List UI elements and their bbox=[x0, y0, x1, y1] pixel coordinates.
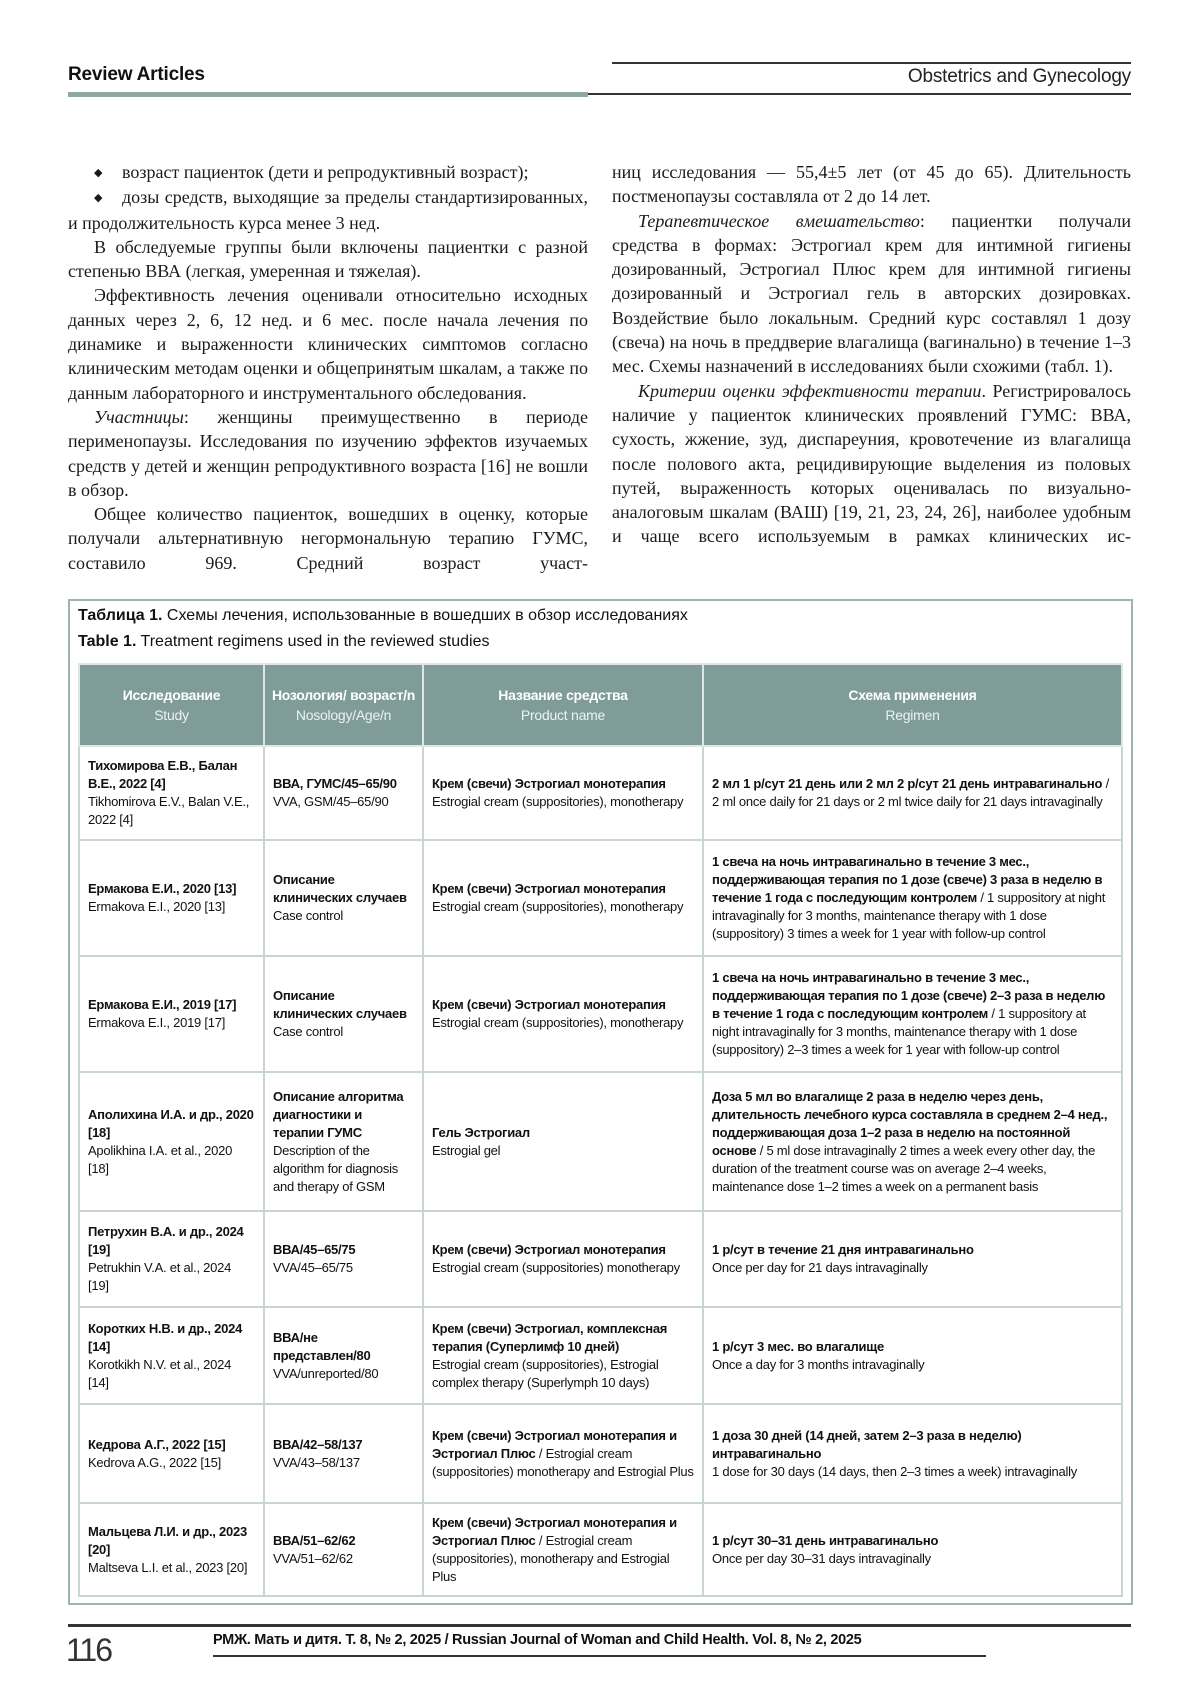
cell-text-ru: ВВА/не представлен/80 bbox=[273, 1329, 371, 1363]
cell-study bbox=[79, 746, 264, 840]
cell-text-ru: Ермакова Е.И., 2019 [17] bbox=[88, 997, 237, 1012]
bullet-icon: ◆ bbox=[94, 167, 103, 179]
table-row bbox=[79, 1211, 1122, 1307]
cell-text-en: Once a day for 3 months intravaginally bbox=[712, 1356, 925, 1372]
column-header-ru: Название средства bbox=[498, 687, 628, 703]
paragraph: Эффективность лечения оценивали относительно исходных данных через 2, 6, 12 нед. и 6 мес. после начала лечения по динамике и выраженности клинических симптомов согласно клиническим методам оценки и общепринятым шкалам, а также по данным лабораторного и инструментального обследования. bbox=[68, 285, 588, 403]
cell-product bbox=[423, 1211, 703, 1307]
cell-regimen: 1 свеча на ночь интравагинально в течение 3 мес., поддерживающая терапия по 1 дозе (свече) 3 раза в неделю в течение 1 года с последующим контролем / 1 suppository at night intravaginally for 3 months, maintenance therapy with 1 dose (suppository) 3 times a week for 1 year with follow-up control bbox=[703, 840, 1122, 956]
table-row bbox=[79, 1503, 1122, 1596]
cell-text-ru: Описание клинических случаев bbox=[273, 988, 407, 1021]
section-label: Review Articles bbox=[68, 64, 205, 85]
column-header-ru: Исследование bbox=[122, 687, 221, 703]
bullet-item bbox=[68, 185, 588, 235]
cell-regimen bbox=[703, 1503, 1122, 1596]
cell-text-ru: 1 свеча на ночь интравагинально в течение 3 мес., поддерживающая терапия по 1 дозе (свече) 2–3 раза в неделю в течение 1 года с последующим контролем bbox=[712, 970, 1106, 1021]
cell-text-en: Estrogial cream (suppositories), monotherapy bbox=[432, 1015, 684, 1030]
cell-product bbox=[423, 1072, 703, 1211]
cell-regimen: 1 свеча на ночь интравагинально в течение 3 мес., поддерживающая терапия по 1 дозе (свече) 2–3 раза в неделю в течение 1 года с последующим контролем / 1 suppository at night intravaginally for 3 months, maintenance therapy with 1 dose (suppository) 2–3 times a week for 1 year with follow-up control bbox=[703, 956, 1122, 1072]
cell-study bbox=[79, 1307, 264, 1404]
cell-text-en: 2 ml once daily for 21 days or 2 ml twice daily for 21 days intravaginally bbox=[712, 794, 1103, 809]
cell-regimen bbox=[703, 1404, 1122, 1503]
cell-text-ru: ВВА/45–65/75 bbox=[273, 1242, 356, 1257]
paragraph-text: : женщины преимущественно в периоде перименопаузы. Исследования по изучению эффектов изучаемых средств у детей и женщин репродуктивного возраста [16] не вошли в обзор. bbox=[68, 406, 588, 500]
cell-text-en: Case control bbox=[273, 908, 343, 923]
cell-text-en: 1 suppository at night intravaginally for 3 months, maintenance therapy with 1 dose (suppository) 3 times a week for 1 year with follow-up control bbox=[712, 890, 1106, 941]
column-header-regimen bbox=[703, 664, 1122, 746]
page-number: 116 bbox=[66, 1632, 112, 1668]
cell-text-en: Estrogial cream (suppositories), monotherapy bbox=[432, 794, 684, 809]
cell-product bbox=[423, 1307, 703, 1404]
cell-text-en: 1 suppository at night intravaginally for 3 months, maintenance therapy with 1 dose (suppository) 2–3 times a week for 1 year with follow-up control bbox=[712, 1006, 1086, 1057]
table-caption-en bbox=[78, 633, 489, 651]
cell-product: Крем (свечи) Эстрогиал монотерапия и Эстрогиал Плюс / Estrogial cream (suppositories) monotherapy and Estrogial Plus bbox=[423, 1404, 703, 1503]
cell-text-en: Estrogial cream (suppositories), monotherapy bbox=[432, 899, 684, 914]
caption-label: Table 1. bbox=[78, 633, 137, 650]
cell-product: Крем (свечи) Эстрогиал монотерапия и Эстрогиал Плюс / Estrogial cream (suppositories), monotherapy and Estrogial Plus bbox=[423, 1503, 703, 1596]
cell-text-en: VVA/45–65/75 bbox=[273, 1260, 353, 1275]
paragraph-text: . Регистрировалось наличие у пациенток клинических проявлений ГУМС: ВВА, сухость, жжение, зуд, диспареуния, кровотечение из влагалища после полового акта, рецидивирующие выделения из половых путей, выраженность которых оценивалась по визуально-аналоговым шкалам (ВАШ) [19, 21, 23, 24, 26], наиболее удобным и чаще всего используемым в рамках клинических ис- bbox=[612, 380, 1131, 547]
footer-divider bbox=[68, 1624, 1131, 1627]
cell-text-ru: Описание алгоритма диагностики и терапии ГУМС bbox=[273, 1088, 404, 1140]
cell-text-ru: 1 доза 30 дней (14 дней, затем 2–3 раза в неделю) интравагинально bbox=[712, 1427, 1022, 1461]
cell-text-ru: Крем (свечи) Эстрогиал, комплексная терапия (Суперлимф 10 дней) bbox=[432, 1320, 668, 1354]
cell-text-en: VVA, GSM/45–65/90 bbox=[273, 794, 389, 809]
cell-text-en: VVA/51–62/62 bbox=[273, 1550, 353, 1566]
left-text-column bbox=[68, 160, 588, 575]
cell-text-ru: Крем (свечи) Эстрогиал монотерапия bbox=[432, 776, 666, 791]
cell-text-en: Apolikhina I.A. et al., 2020 [18] bbox=[88, 1142, 233, 1176]
table-row bbox=[79, 1404, 1122, 1503]
cell-text-en: Ermakova E.I., 2020 [13] bbox=[88, 899, 226, 914]
cell-regimen bbox=[703, 1307, 1122, 1404]
column-header-nosology bbox=[264, 664, 423, 746]
bullet-text: возраст пациенток (дети и репродуктивный возраст); bbox=[122, 162, 529, 182]
cell-text-ru: Доза 5 мл во влагалище 2 раза в неделю через день, длительность лечебного курса составляла в среднем 2–4 нед., поддерживающая доза 1–2 раза в неделю на постоянной основе bbox=[712, 1088, 1108, 1158]
cell-text-en: Ermakova E.I., 2019 [17] bbox=[88, 1015, 226, 1030]
cell-text-en: Kedrova A.G., 2022 [15] bbox=[88, 1454, 222, 1470]
caption-text: Схемы лечения, использованные в вошедших в обзор исследованиях bbox=[162, 607, 688, 624]
table-row bbox=[79, 956, 1122, 1072]
cell-text-ru: Крем (свечи) Эстрогиал монотерапия bbox=[432, 881, 666, 896]
cell-text-ru: Коротких Н.В. и др., 2024 [14] bbox=[88, 1320, 243, 1354]
cell-nosology bbox=[264, 1503, 423, 1596]
cell-study bbox=[79, 1072, 264, 1211]
cell-text-en: Estrogial gel bbox=[432, 1142, 501, 1158]
cell-nosology bbox=[264, 840, 423, 956]
cell-text-en: Estrogial cream (suppositories) monotherapy and Estrogial Plus bbox=[432, 1445, 694, 1479]
cell-nosology bbox=[264, 1072, 423, 1211]
cell-text-ru: 1 р/сут в течение 21 дня интравагинально bbox=[712, 1242, 974, 1257]
cell-text-ru: 1 р/сут 3 мес. во влагалище bbox=[712, 1338, 884, 1354]
cell-text-ru: ВВА/51–62/62 bbox=[273, 1532, 356, 1548]
header-top-divider bbox=[612, 62, 1131, 64]
cell-study bbox=[79, 1404, 264, 1503]
cell-text-ru: 1 р/сут 30–31 день интравагинально bbox=[712, 1532, 939, 1548]
journal-section-label: Obstetrics and Gynecology bbox=[907, 66, 1131, 87]
cell-nosology bbox=[264, 1307, 423, 1404]
cell-text-en: Once per day for 21 days intravaginally bbox=[712, 1260, 928, 1275]
column-header-en: Product name bbox=[520, 707, 606, 723]
cell-study bbox=[79, 956, 264, 1072]
cell-text-ru: Мальцева Л.И. и др., 2023 [20] bbox=[88, 1523, 247, 1557]
cell-study bbox=[79, 1211, 264, 1307]
cell-text-en: Maltseva L.I. et al., 2023 [20] bbox=[88, 1559, 248, 1575]
cell-text-ru: Крем (свечи) Эстрогиал монотерапия и Эстрогиал Плюс bbox=[432, 1427, 677, 1461]
cell-nosology bbox=[264, 956, 423, 1072]
bullet-icon: ◆ bbox=[94, 192, 103, 205]
table-caption-ru bbox=[78, 607, 688, 625]
paragraph-text: : пациентки получали средства в формах: Эстрогиал крем для интимной гигиены дозированный, Эстрогиал Плюс крем для интимной гигиены дозированный и Эстрогиал гель в авторских дозировках. Воздействие было локальным. Средний курс составлял 1 дозу (свеча) на ночь в преддверие влагалища (вагинально) в течение 1–3 мес. Схемы назначений в исследованиях были схожими (табл. 1). bbox=[612, 210, 1132, 377]
table-row bbox=[79, 840, 1122, 956]
paragraph-lead: Терапевтическое вмешательство bbox=[638, 210, 920, 231]
journal-citation: РМЖ. Мать и дитя. Т. 8, № 2, 2025 / Russian Journal of Woman and Child Health. Vol. 8, № 2, 2025 bbox=[213, 1632, 862, 1648]
cell-text-ru: Петрухин В.А. и др., 2024 [19] bbox=[88, 1224, 244, 1257]
cell-nosology bbox=[264, 1404, 423, 1503]
header-divider bbox=[588, 93, 1131, 95]
cell-nosology bbox=[264, 746, 423, 840]
cell-study bbox=[79, 840, 264, 956]
right-text-column bbox=[612, 160, 1131, 549]
citation-underline bbox=[213, 1655, 986, 1657]
bullet-item bbox=[68, 160, 588, 185]
caption-label: Таблица 1. bbox=[78, 607, 163, 624]
cell-text-ru: ВВА, ГУМС/45–65/90 bbox=[273, 776, 397, 791]
column-header-ru: Схема применения bbox=[848, 687, 977, 703]
cell-text-ru: Ермакова Е.И., 2020 [13] bbox=[88, 881, 237, 896]
cell-product bbox=[423, 956, 703, 1072]
table-row bbox=[79, 746, 1122, 840]
cell-text-en: 5 ml dose intravaginally 2 times a week every other day, the duration of the treatment course was on average 2–4 weeks, maintenance dose 1–2 times a week on a permanent basis bbox=[712, 1142, 1096, 1194]
column-header-ru: Нозология/ возраст/n bbox=[271, 687, 416, 703]
paragraph-lead: Критерии оценки эффективности терапии bbox=[638, 380, 982, 401]
cell-text-en: Petrukhin V.A. et al., 2024 [19] bbox=[88, 1260, 232, 1293]
cell-text-ru: 2 мл 1 р/сут 21 день или 2 мл 2 р/сут 21 день интравагинально bbox=[712, 776, 1103, 791]
column-header-en: Regimen bbox=[885, 707, 940, 723]
paragraph: ниц исследования — 55,4±5 лет (от 45 до 65). Длительность постменопаузы составляла от 2 до 14 лет. bbox=[612, 162, 1131, 207]
cell-text-en: VVA/unreported/80 bbox=[273, 1365, 379, 1381]
cell-text-en: Once per day 30–31 days intravaginally bbox=[712, 1550, 931, 1566]
paragraph-lead: Участницы bbox=[94, 406, 184, 427]
treatment-regimens-table bbox=[78, 663, 1123, 1597]
cell-text-ru: Крем (свечи) Эстрогиал монотерапия bbox=[432, 997, 666, 1012]
cell-text-en: Estrogial cream (suppositories) monotherapy bbox=[432, 1260, 680, 1275]
paragraph bbox=[612, 379, 1131, 549]
column-header-en: Nosology/Age/n bbox=[295, 707, 392, 723]
cell-text-en: VVA/43–58/137 bbox=[273, 1454, 360, 1470]
table-row bbox=[79, 1072, 1122, 1211]
cell-text-en: 1 dose for 30 days (14 days, then 2–3 times a week) intravaginally bbox=[712, 1463, 1078, 1479]
cell-text-en: Tikhomirova E.V., Balan V.E., 2022 [4] bbox=[88, 794, 250, 827]
cell-nosology bbox=[264, 1211, 423, 1307]
cell-text-ru: 1 свеча на ночь интравагинально в течение 3 мес., поддерживающая терапия по 1 дозе (свече) 3 раза в неделю в течение 1 года с последующим контролем bbox=[712, 854, 1103, 905]
cell-text-en: Korotkikh N.V. et al., 2024 [14] bbox=[88, 1356, 232, 1390]
cell-regimen: Доза 5 мл во влагалище 2 раза в неделю через день, длительность лечебного курса составляла в среднем 2–4 нед., поддерживающая доза 1–2 раза в неделю на постоянной основе / 5 ml dose intravaginally 2 times a week every other day, the duration of the treatment course was on average 2–4 weeks, maintenance dose 1–2 times a week on a permanent basis bbox=[703, 1072, 1122, 1211]
cell-text-ru: Тихомирова Е.В., Балан В.Е., 2022 [4] bbox=[88, 758, 238, 791]
cell-text-ru: Аполихина И.А. и др., 2020 [18] bbox=[88, 1106, 254, 1140]
cell-text-ru: Крем (свечи) Эстрогиал монотерапия bbox=[432, 1242, 666, 1257]
cell-text-en: Estrogial cream (suppositories), Estrogial complex therapy (Superlymph 10 days) bbox=[432, 1356, 659, 1390]
table-header-row bbox=[79, 664, 1122, 746]
paragraph: Общее количество пациенток, вошедших в оценку, которые получали альтернативную негормональную терапию ГУМС, составило 969. Средний возраст участ- bbox=[68, 504, 588, 573]
cell-text-ru: Крем (свечи) Эстрогиал монотерапия и Эстрогиал Плюс bbox=[432, 1514, 677, 1548]
cell-text-ru: Кедрова А.Г., 2022 [15] bbox=[88, 1436, 226, 1452]
column-header-en: Study bbox=[154, 707, 189, 723]
cell-text-ru: ВВА/42–58/137 bbox=[273, 1436, 363, 1452]
cell-text-ru: Гель Эстрогиал bbox=[432, 1124, 530, 1140]
cell-product bbox=[423, 746, 703, 840]
paragraph bbox=[612, 209, 1131, 379]
column-header-product bbox=[423, 664, 703, 746]
cell-text-ru: Описание клинических случаев bbox=[273, 872, 407, 905]
cell-product bbox=[423, 840, 703, 956]
cell-text-en: Case control bbox=[273, 1024, 343, 1039]
bullet-text: дозы средств, выходящие за пределы стандартизированных, и продолжительность курса менее 3 нед. bbox=[68, 187, 588, 233]
cell-regimen bbox=[703, 1211, 1122, 1307]
table-row bbox=[79, 1307, 1122, 1404]
column-header-study bbox=[79, 664, 264, 746]
cell-regimen: 2 мл 1 р/сут 21 день или 2 мл 2 р/сут 21 день интравагинально / 2 ml once daily for 21 days or 2 ml twice daily for 21 days intravaginally bbox=[703, 746, 1122, 840]
cell-text-en: Description of the algorithm for diagnosis and therapy of GSM bbox=[273, 1142, 399, 1194]
header-bar bbox=[68, 92, 588, 97]
cell-text-en: Estrogial cream (suppositories), monotherapy and Estrogial Plus bbox=[432, 1532, 670, 1584]
paragraph: В обследуемые группы были включены пациентки с разной степенью ВВА (легкая, умеренная и тяжелая). bbox=[68, 236, 588, 282]
paragraph bbox=[68, 405, 588, 502]
cell-study bbox=[79, 1503, 264, 1596]
caption-text: Treatment regimens used in the reviewed studies bbox=[136, 633, 490, 650]
